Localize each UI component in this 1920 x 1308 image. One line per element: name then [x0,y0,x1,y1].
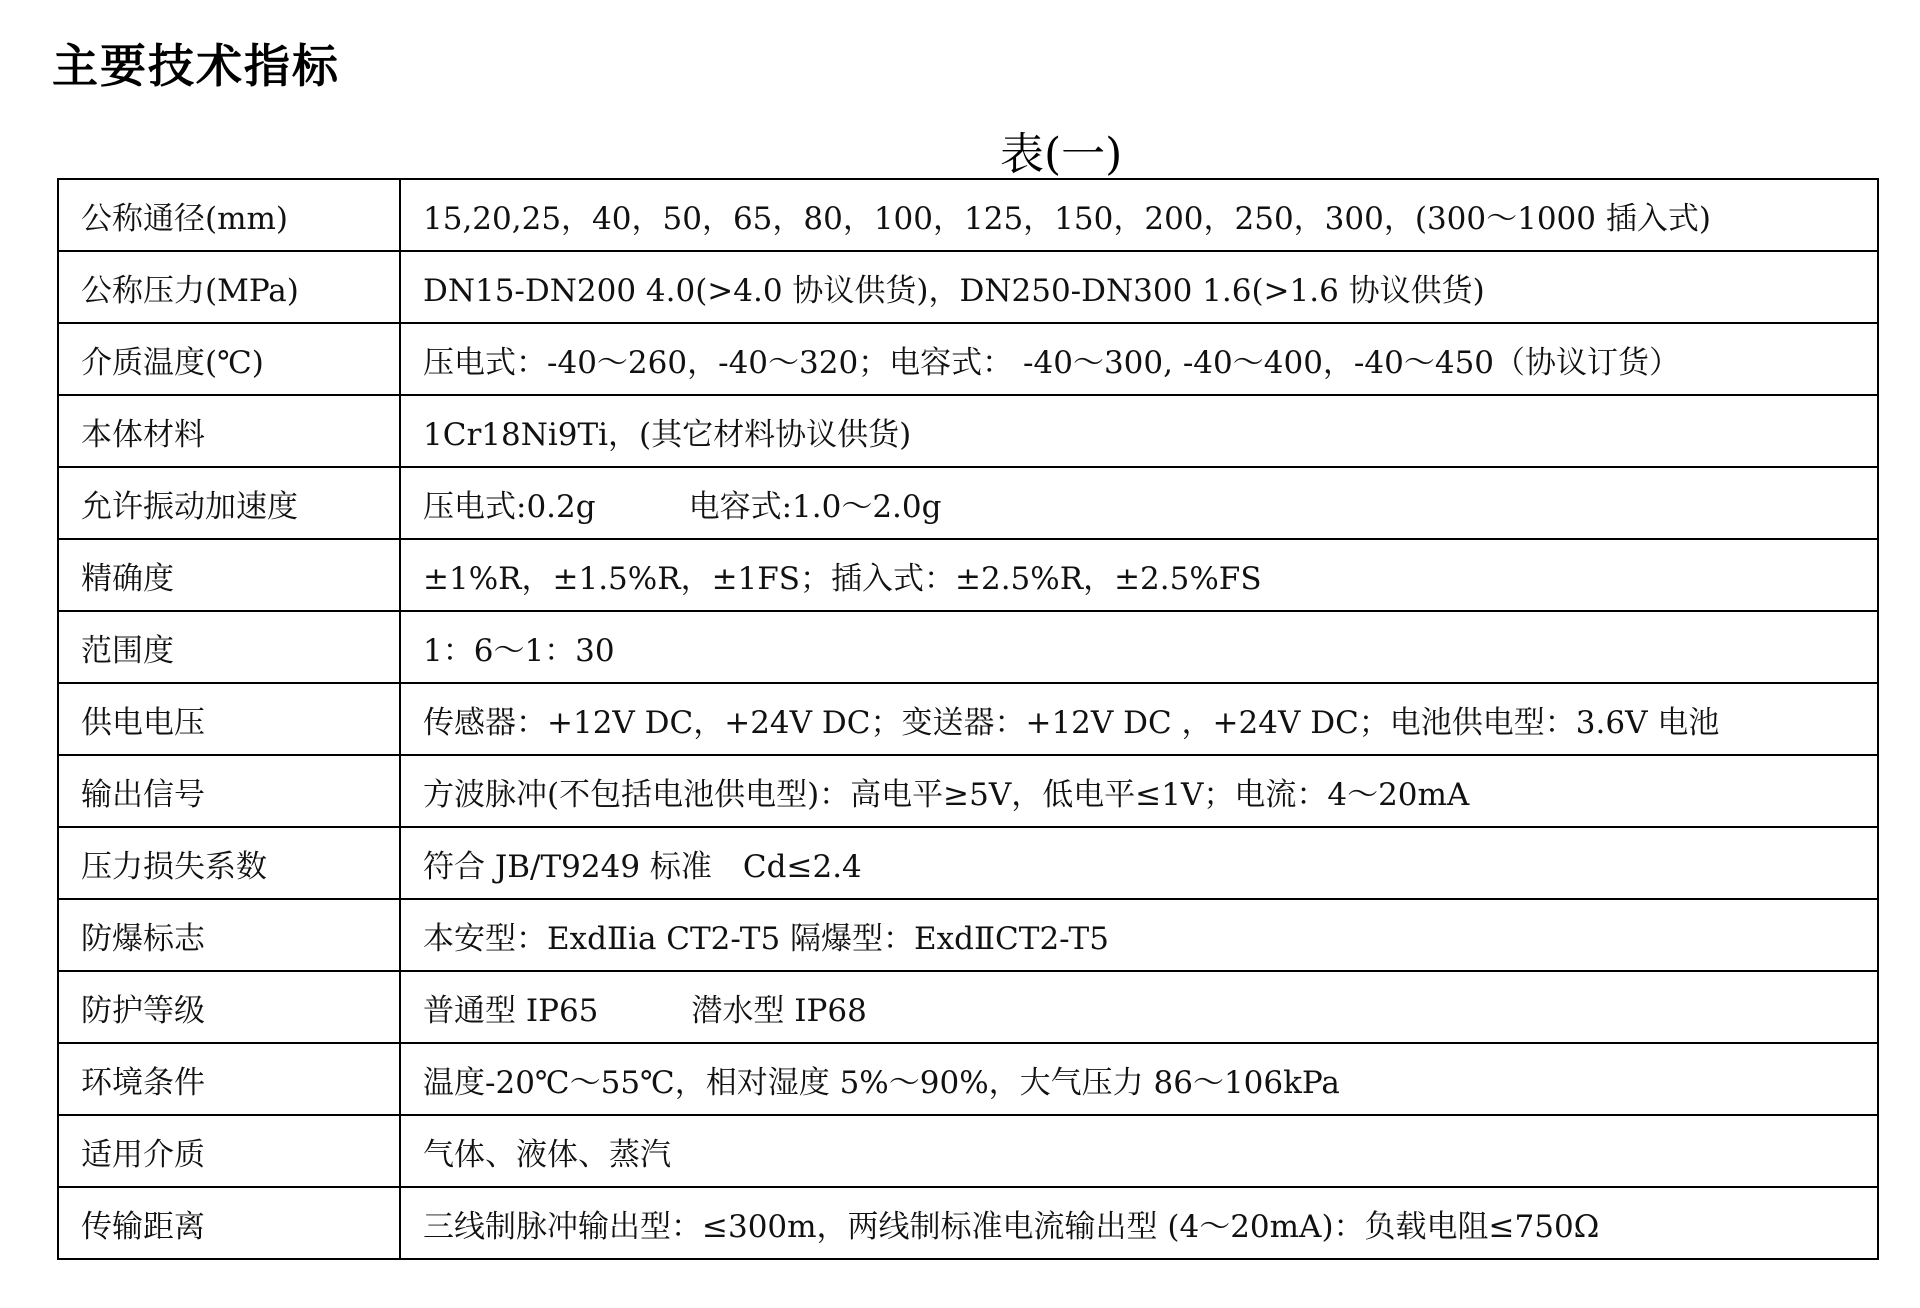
table-row [58,395,1878,467]
row-label: 环境条件 [58,1043,400,1115]
row-value: 符合 JB/T9249 标准 Cd≤2.4 [400,827,1878,899]
table-row [58,755,1878,827]
row-label: 传输距离 [58,1187,400,1259]
row-value: DN15-DN200 4.0(>4.0 协议供货)，DN250-DN300 1.6(>1.6 协议供货) [400,251,1878,323]
row-label: 防爆标志 [58,899,400,971]
table-row [58,971,1878,1043]
table-row [58,1115,1878,1187]
row-value: 压电式：-40～260，-40～320；电容式： -40～300, -40～400，-40～450（协议订货） [400,323,1878,395]
row-label: 输出信号 [58,755,400,827]
row-label: 适用介质 [58,1115,400,1187]
table-caption: 表(一) [1000,129,1123,180]
row-value: 传感器：+12V DC，+24V DC；变送器：+12V DC ，+24V DC；电池供电型：3.6V 电池 [400,683,1878,755]
row-label: 公称通径(mm) [58,179,400,251]
table-row [58,251,1878,323]
spec-table [57,178,1879,1260]
table-row [58,467,1878,539]
row-value: 气体、液体、蒸汽 [400,1115,1878,1187]
row-label: 压力损失系数 [58,827,400,899]
table-row [58,899,1878,971]
row-value: 普通型 IP65 潜水型 IP68 [400,971,1878,1043]
table-row [58,1043,1878,1115]
table-row [58,683,1878,755]
row-value: ±1%R，±1.5%R，±1FS；插入式：±2.5%R，±2.5%FS [400,539,1878,611]
table-row [58,323,1878,395]
row-value: 三线制脉冲输出型：≤300m，两线制标准电流输出型 (4～20mA)：负载电阻≤750Ω [400,1187,1878,1259]
row-label: 精确度 [58,539,400,611]
table-row [58,1187,1878,1259]
page-title: 主要技术指标 [52,39,340,93]
row-label: 防护等级 [58,971,400,1043]
table-row [58,611,1878,683]
row-label: 供电电压 [58,683,400,755]
row-value: 温度-20℃～55℃，相对湿度 5%～90%，大气压力 86～106kPa [400,1043,1878,1115]
row-label: 允许振动加速度 [58,467,400,539]
row-value: 本安型：ExdⅡia CT2-T5 隔爆型：ExdⅡCT2-T5 [400,899,1878,971]
table-row [58,179,1878,251]
row-label: 范围度 [58,611,400,683]
row-value: 1Cr18Ni9Ti，(其它材料协议供货) [400,395,1878,467]
table-row [58,827,1878,899]
row-label: 公称压力(MPa) [58,251,400,323]
row-value: 15,20,25，40，50，65，80，100，125，150，200，250，300，(300～1000 插入式) [400,179,1878,251]
row-label: 本体材料 [58,395,400,467]
row-value: 方波脉冲(不包括电池供电型)：高电平≥5V，低电平≤1V；电流：4～20mA [400,755,1878,827]
row-value: 压电式:0.2g 电容式:1.0～2.0g [400,467,1878,539]
table-row [58,539,1878,611]
row-value: 1：6～1：30 [400,611,1878,683]
row-label: 介质温度(℃) [58,323,400,395]
